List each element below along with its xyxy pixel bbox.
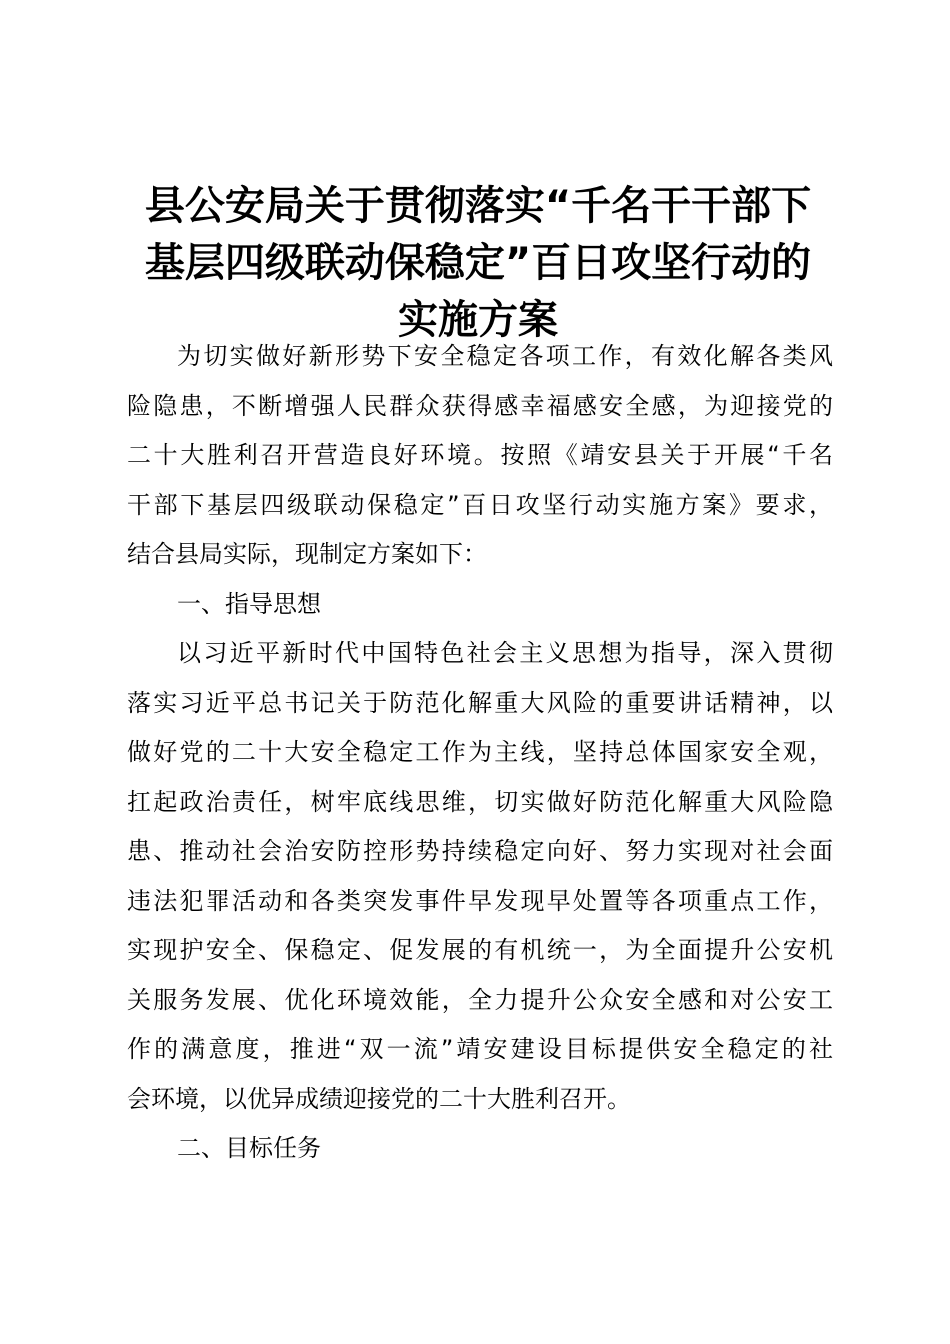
section-heading-goals-tasks: 二、目标任务 — [177, 1134, 321, 1162]
intro-paragraph — [127, 332, 833, 580]
paragraph-line: 结合县局实际，现制定方案如下： — [127, 540, 487, 568]
paragraph-line: 关服务发展、优化环境效能，全力提升公众安全感和对公安工 — [127, 985, 833, 1014]
paragraph-line: 落实习近平总书记关于防范化解重大风险的重要讲话精神，以 — [127, 688, 833, 717]
paragraph-line: 扛起政治责任，树牢底线思维，切实做好防范化解重大风险隐 — [127, 787, 833, 816]
paragraph-line: 为切实做好新形势下安全稳定各项工作，有效化解各类风 — [177, 342, 833, 370]
document-title — [118, 178, 838, 349]
title-line: 基层四级联动保稳定”百日攻坚行动的 — [144, 240, 812, 286]
paragraph-line: 作的满意度，推进“双一流”靖安建设目标提供安全稳定的社 — [127, 1035, 833, 1063]
paragraph-line: 患、推动社会治安防控形势持续稳定向好、努力实现对社会面 — [127, 837, 833, 865]
title-line: 县公安局关于贯彻落实“千名干干部下 — [144, 183, 812, 229]
paragraph-line: 做好党的二十大安全稳定工作为主线，坚持总体国家安全观， — [127, 738, 833, 766]
paragraph-line: 险隐患，不断增强人民群众获得感幸福感安全感，为迎接党的 — [127, 391, 833, 420]
paragraph-line: 会环境，以优异成绩迎接党的二十大胜利召开。 — [127, 1084, 631, 1113]
paragraph-line: 二十大胜利召开营造良好环境。按照《靖安县关于开展“千名 — [127, 441, 833, 469]
document-body — [127, 332, 833, 1174]
paragraph-line: 以习近平新时代中国特色社会主义思想为指导，深入贯彻 — [177, 639, 833, 667]
paragraph-line: 实现护安全、保稳定、促发展的有机统一，为全面提升公安机 — [127, 936, 833, 964]
paragraph-line: 违法犯罪活动和各类突发事件早发现早处置等各项重点工作， — [127, 886, 833, 915]
title-line: 实施方案 — [398, 297, 558, 343]
section-heading-guiding-ideology: 一、指导思想 — [177, 589, 321, 618]
paragraph-line: 干部下基层四级联动保稳定”百日攻坚行动实施方案》要求， — [127, 490, 833, 519]
guiding-ideology-paragraph — [127, 629, 833, 1124]
